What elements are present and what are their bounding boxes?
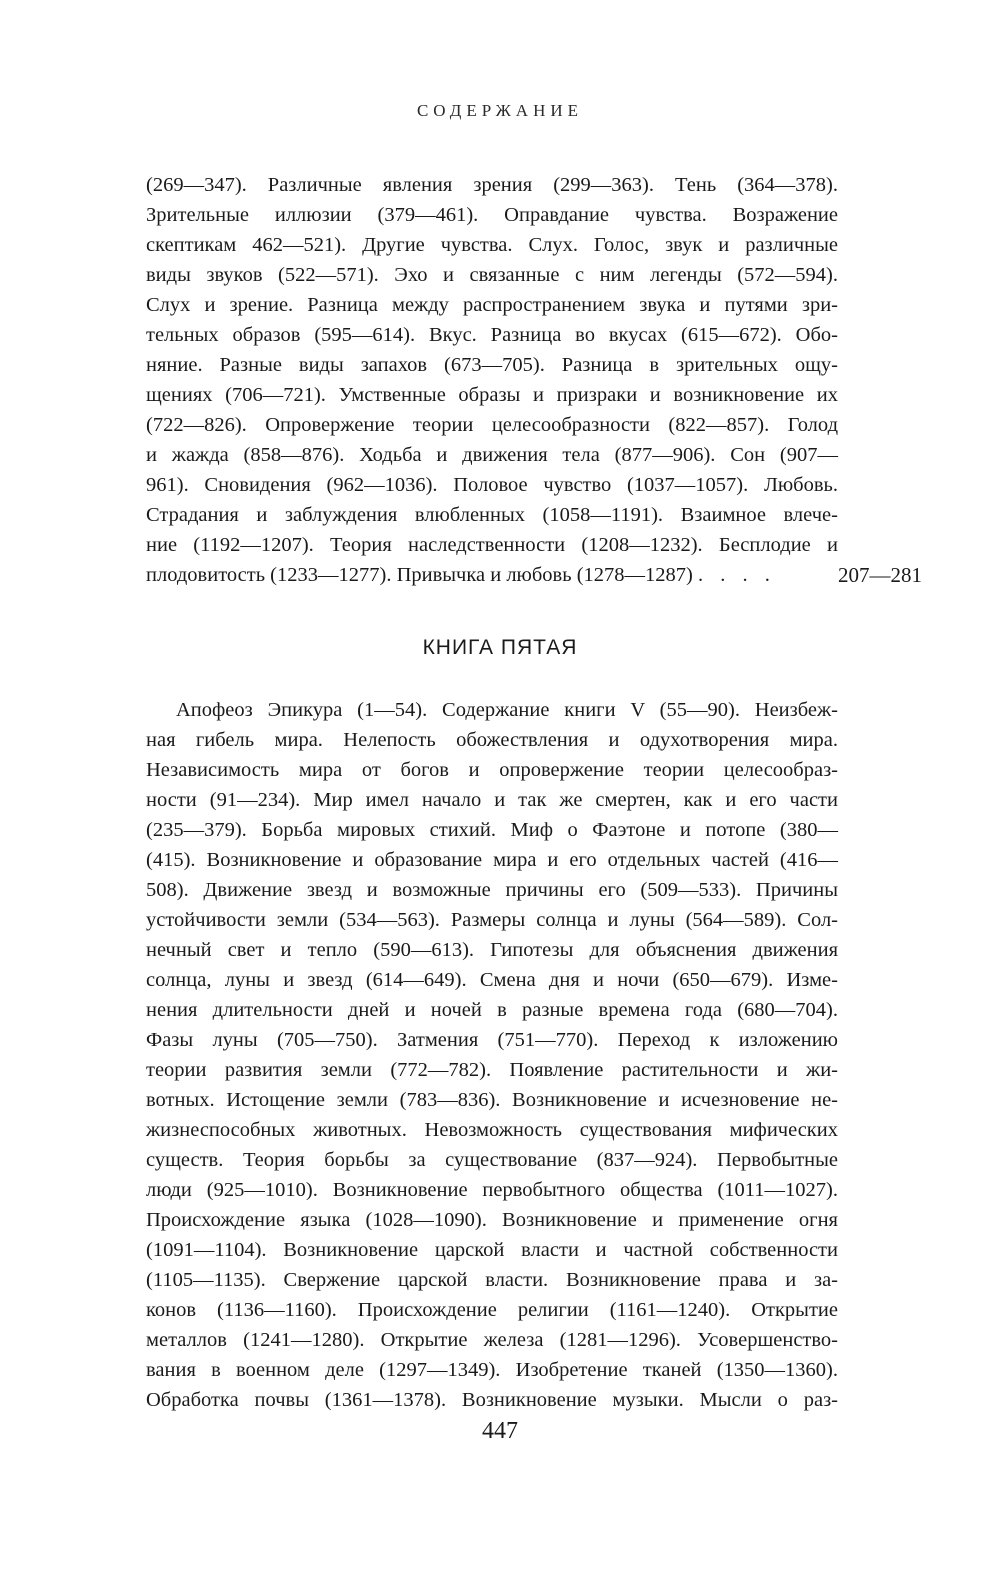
contents-line: Страдания и заблуждения влюбленных (1058—1191). Взаимное влече-: [146, 504, 838, 526]
running-header: СОДЕРЖАНИЕ: [416, 101, 584, 120]
contents-line: Происхождение языка (1028—1090). Возникновение и применение огня: [146, 1209, 838, 1231]
contents-line: щениях (706—721). Умственные образы и призраки и возникновение их: [146, 384, 838, 406]
page-range: 207—281: [838, 563, 922, 587]
contents-section-book-5: [146, 695, 838, 1415]
contents-line: металлов (1241—1280). Открытие железа (1281—1296). Усовершенство-: [146, 1329, 838, 1351]
contents-line: нения длительности дней и ночей в разные времена года (680—704).: [146, 999, 838, 1021]
contents-line: жизнеспособных животных. Невозможность существования мифических: [146, 1119, 838, 1141]
contents-line: вания в военном деле (1297—1349). Изобретение тканей (1350—1360).: [146, 1359, 838, 1381]
contents-line: 508). Движение звезд и возможные причины его (509—533). Причины: [146, 879, 838, 901]
contents-line: люди (925—1010). Возникновение первобытного общества (1011—1027).: [146, 1179, 838, 1201]
contents-line: и жажда (858—876). Ходьба и движения тела (877—906). Сон (907—: [146, 444, 838, 466]
contents-line: (722—826). Опровержение теории целесообразности (822—857). Голод: [146, 414, 838, 436]
contents-line: Фазы луны (705—750). Затмения (751—770). Переход к изложению: [146, 1029, 838, 1051]
contents-line: (1091—1104). Возникновение царской власти и частной собственности: [146, 1239, 838, 1261]
contents-line: устойчивости земли (534—563). Размеры солнца и луны (564—589). Сол-: [146, 909, 838, 931]
book-title: КНИГА ПЯТАЯ: [422, 636, 578, 659]
contents-line: вотных. Истощение земли (783—836). Возникновение и исчезновение не-: [146, 1089, 838, 1111]
contents-line: ние (1192—1207). Теория наследственности (1208—1232). Бесплодие и: [146, 534, 838, 556]
contents-line: нечный свет и тепло (590—613). Гипотезы для объяснения движения: [146, 939, 838, 961]
contents-line: тельных образов (595—614). Вкус. Разница во вкусах (615—672). Обо-: [146, 324, 838, 346]
contents-line: теории развития земли (772—782). Появление растительности и жи-: [146, 1059, 838, 1081]
contents-line: солнца, луны и звезд (614—649). Смена дня и ночи (650—679). Изме-: [146, 969, 838, 991]
contents-line: Зрительные иллюзии (379—461). Оправдание чувства. Возражение: [146, 204, 838, 226]
contents-line: (415). Возникновение и образование мира и его отдельных частей (416—: [146, 849, 838, 871]
contents-line: Слух и зрение. Разница между распространением звука и путями зри-: [146, 294, 838, 316]
contents-line-text: плодовитость (1233—1277). Привычка и любовь (1278—1287): [146, 564, 693, 586]
contents-line: Обработка почвы (1361—1378). Возникновение музыки. Мысли о раз-: [146, 1389, 838, 1411]
contents-line: (269—347). Различные явления зрения (299—363). Тень (364—378).: [146, 174, 838, 196]
leader-dots: . . . .: [698, 564, 776, 586]
contents-line: (1105—1135). Свержение царской власти. Возникновение права и за-: [146, 1269, 838, 1291]
contents-line: няние. Разные виды запахов (673—705). Разница в зрительных ощу-: [146, 354, 838, 376]
contents-line-with-pages: [146, 560, 922, 590]
contents-line: Апофеоз Эпикура (1—54). Содержание книги V (55—90). Неизбеж-: [176, 699, 838, 721]
contents-line: виды звуков (522—571). Эхо и связанные с ним легенды (572—594).: [146, 264, 838, 286]
contents-line: 961). Сновидения (962—1036). Половое чувство (1037—1057). Любовь.: [146, 474, 838, 496]
contents-line: Независимость мира от богов и опровержение теории целесообраз-: [146, 759, 838, 781]
contents-line: существ. Теория борьбы за существование (837—924). Первобытные: [146, 1149, 838, 1171]
contents-line: конов (1136—1160). Происхождение религии (1161—1240). Открытие: [146, 1299, 838, 1321]
contents-line: ности (91—234). Мир имел начало и так же смертен, как и его части: [146, 789, 838, 811]
page-number: 447: [482, 1418, 518, 1444]
contents-line: ная гибель мира. Нелепость обожествления и одухотворения мира.: [146, 729, 838, 751]
contents-section-book-4-continued: [146, 170, 922, 590]
contents-line: (235—379). Борьба мировых стихий. Миф о Фаэтоне и потопе (380—: [146, 819, 838, 841]
contents-line: скептикам 462—521). Другие чувства. Слух. Голос, звук и различные: [146, 234, 838, 256]
